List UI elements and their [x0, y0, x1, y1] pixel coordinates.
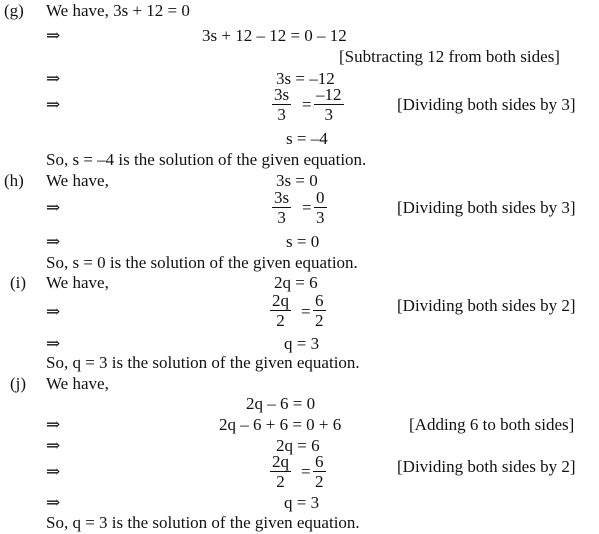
part-g-step1: 3s + 12 – 12 = 0 – 12: [202, 26, 347, 45]
part-g-conclusion: So, s = –4 is the solution of the given equation.: [46, 150, 367, 169]
part-j-result: q = 3: [284, 493, 320, 512]
part-h-fraction-left: $\frac{3s}{3}$: [274, 188, 290, 227]
implies-arrow: ⇒: [46, 415, 61, 434]
implies-arrow: ⇒: [46, 436, 61, 455]
part-g-label: (g): [4, 1, 24, 20]
part-i-label: (i): [10, 273, 27, 292]
part-j-step3: 2q = 6: [276, 436, 320, 455]
part-h-conclusion: So, s = 0 is the solution of the given equation.: [46, 253, 358, 272]
implies-arrow: ⇒: [46, 334, 61, 353]
equals-sign: =: [302, 95, 312, 114]
implies-arrow: ⇒: [46, 462, 61, 481]
part-i-fraction-right: $\frac{6}{2}$: [315, 291, 324, 330]
equals-sign: =: [302, 198, 312, 217]
part-g-result: s = –4: [286, 129, 328, 148]
part-h-note1: [Dividing both sides by 3]: [397, 198, 576, 217]
part-i-fraction-left: $\frac{2q}{2}$: [272, 291, 289, 330]
part-j-note2: [Dividing both sides by 2]: [397, 457, 576, 476]
part-g-note2: [Dividing both sides by 3]: [397, 95, 576, 114]
part-g-fraction-left: $\frac{3s}{3}$: [274, 85, 290, 124]
part-i-conclusion: So, q = 3 is the solution of the given equation.: [46, 353, 360, 372]
part-i-intro: We have,: [46, 273, 109, 292]
part-i-note1: [Dividing both sides by 2]: [397, 296, 576, 315]
implies-arrow: ⇒: [46, 69, 61, 88]
part-j-conclusion: So, q = 3 is the solution of the given equation.: [46, 513, 360, 532]
implies-arrow: ⇒: [46, 26, 61, 45]
part-j-intro: We have,: [46, 374, 109, 393]
part-g-note1: [Subtracting 12 from both sides]: [339, 47, 560, 66]
implies-arrow: ⇒: [46, 302, 61, 321]
part-g-fraction-right: $\frac{-12}{3}$: [316, 85, 342, 124]
part-j-note1: [Adding 6 to both sides]: [409, 415, 575, 434]
equals-sign: =: [301, 302, 311, 321]
part-h-result: s = 0: [286, 232, 320, 251]
part-h-intro: We have,: [46, 171, 109, 190]
part-h-fraction-right: $\frac{0}{3}$: [316, 188, 325, 227]
part-j-step2: 2q – 6 + 6 = 0 + 6: [219, 415, 342, 434]
part-g-step2: 3s = –12: [276, 69, 335, 88]
implies-arrow: ⇒: [46, 232, 61, 251]
part-g-intro: We have, 3s + 12 = 0: [46, 1, 190, 20]
part-i-step1: 2q = 6: [274, 273, 318, 292]
part-j-fraction-left: $\frac{2q}{2}$: [272, 452, 289, 491]
part-j-fraction-right: $\frac{6}{2}$: [315, 452, 324, 491]
part-h-label: (h): [4, 171, 24, 190]
part-j-step1: 2q – 6 = 0: [246, 394, 316, 413]
implies-arrow: ⇒: [46, 493, 61, 512]
implies-arrow: ⇒: [46, 95, 61, 114]
part-j-label: (j): [10, 374, 27, 393]
part-h-step1: 3s = 0: [276, 171, 318, 190]
part-i-result: q = 3: [284, 334, 320, 353]
implies-arrow: ⇒: [46, 198, 61, 217]
equals-sign: =: [301, 462, 311, 481]
